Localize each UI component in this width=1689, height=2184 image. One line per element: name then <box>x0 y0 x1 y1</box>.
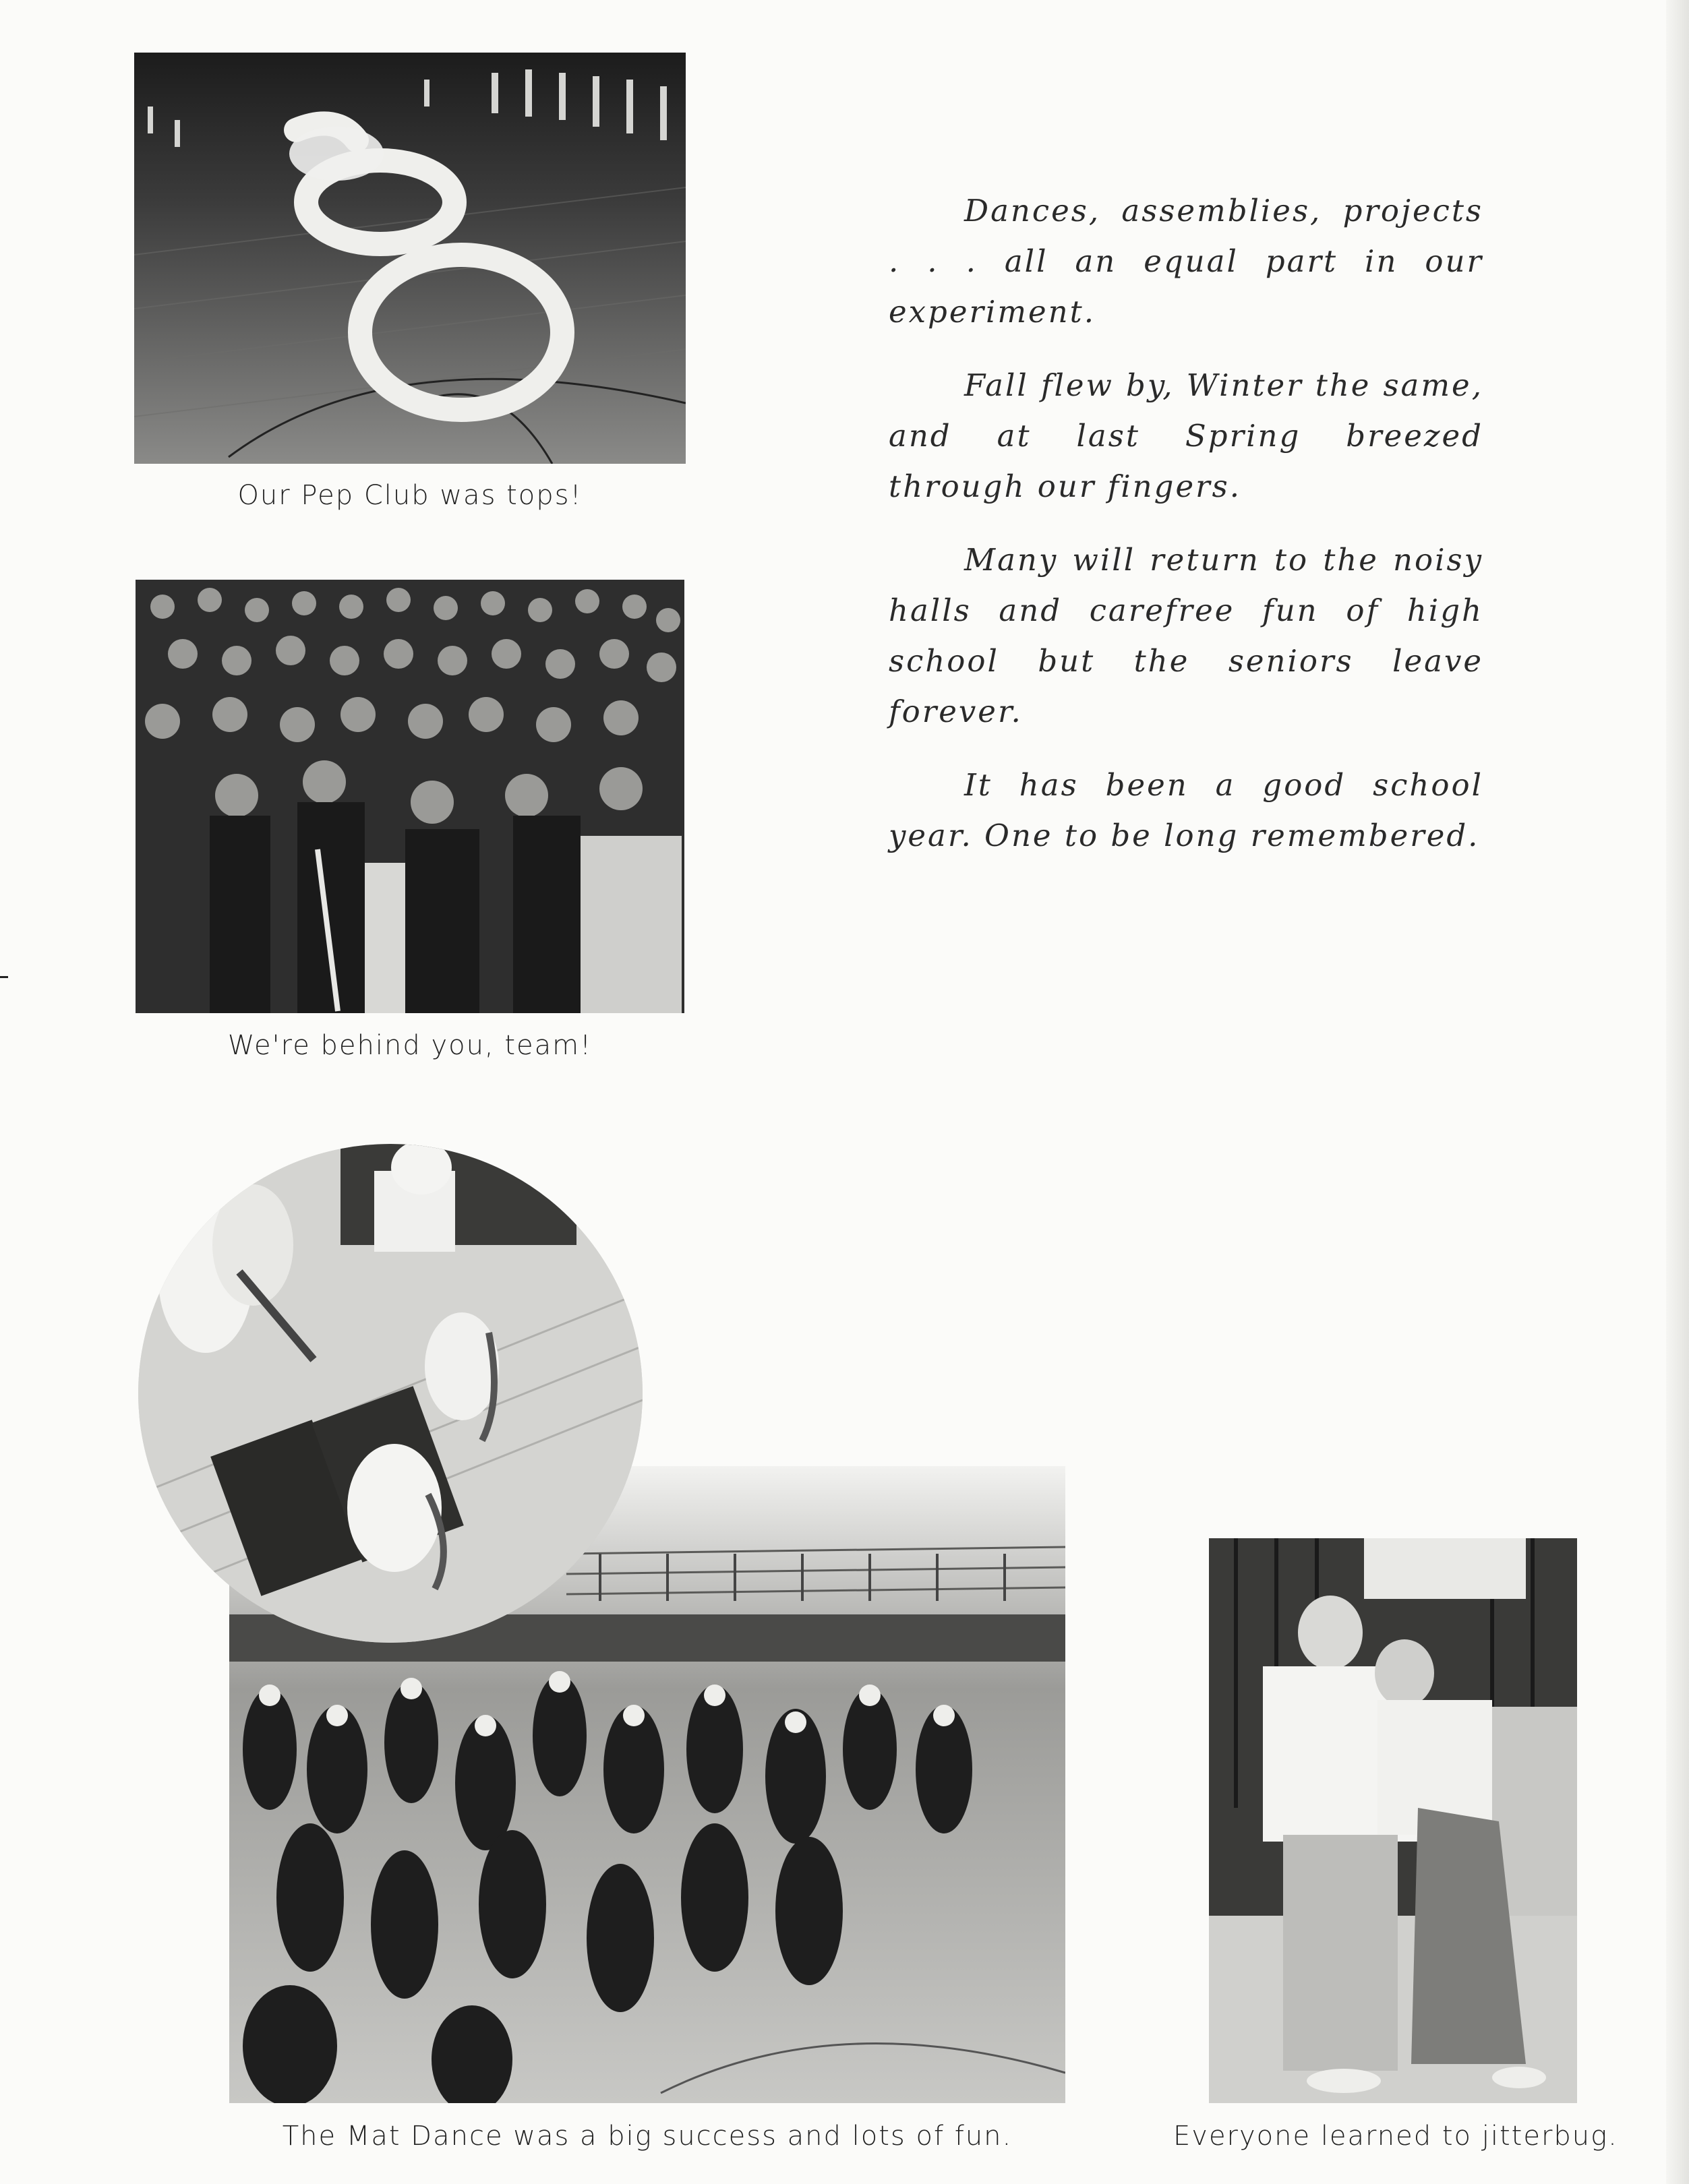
margin-mark <box>0 976 8 978</box>
narrative-text <box>889 185 1483 884</box>
jitterbug-caption: Everyone learned to jitterbug. <box>1173 2121 1618 2152</box>
narrative-paragraph: It has been a good school year. One to be long remembered. <box>889 767 1483 853</box>
pep-rally-crowd-photo <box>136 580 684 1013</box>
rally-caption: We're behind you, team! <box>227 1030 593 1061</box>
page-edge-shadow <box>1666 0 1689 2184</box>
jitterbug-couple-photo <box>1209 1538 1577 2103</box>
pep-club-caption: Our Pep Club was tops! <box>237 480 583 511</box>
narrative-paragraph: Many will return to the noisy halls and carefree fun of high school but the seniors leave forever. <box>889 542 1483 729</box>
narrative-paragraph: Dances, assemblies, projects . . . all an equal part in our experiment. <box>889 193 1483 330</box>
narrative-paragraph: Fall flew by, Winter the same, and at last Spring breezed through our fingers. <box>889 367 1483 504</box>
dance-band-photo <box>138 1144 643 1643</box>
pep-club-formation-photo <box>134 53 686 464</box>
mat-dance-caption: The Mat Dance was a big success and lots of fun. <box>282 2121 1013 2152</box>
